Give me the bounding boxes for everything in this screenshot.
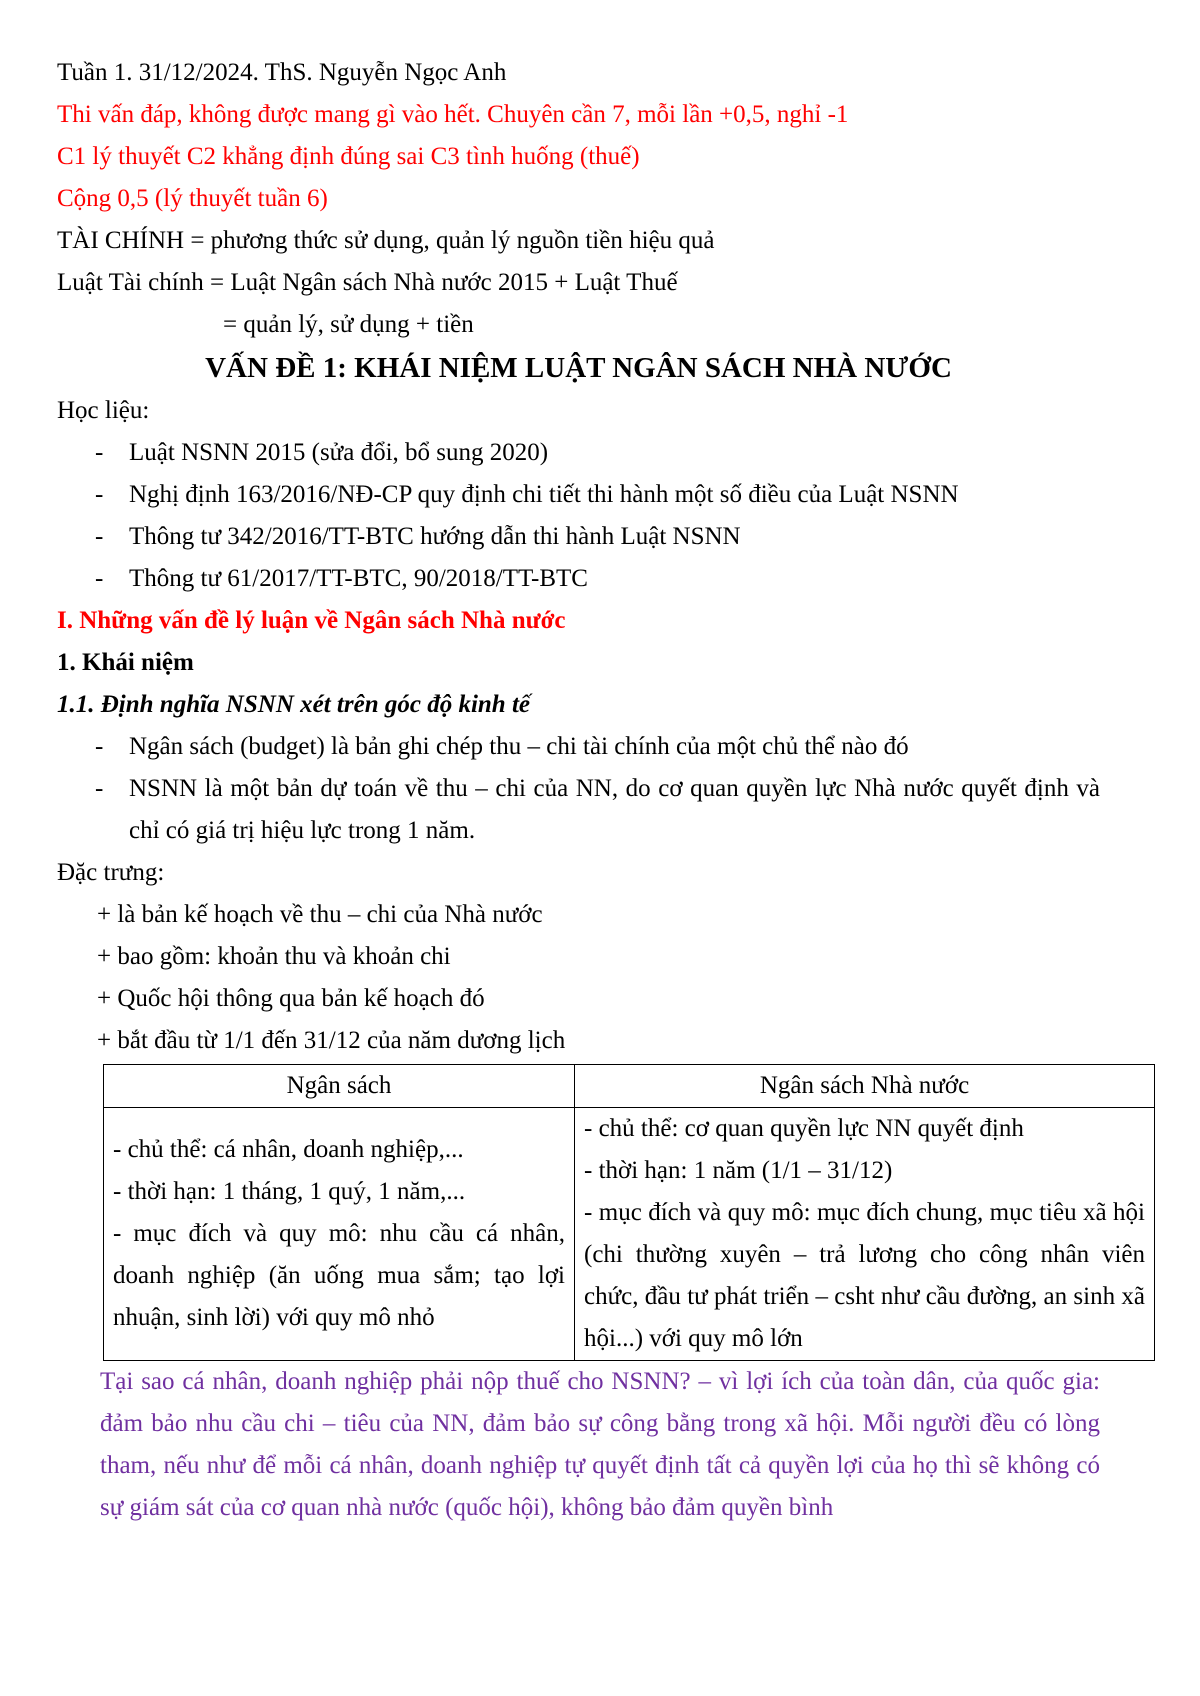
feature-item: + Quốc hội thông qua bản kế hoạch đó (97, 985, 485, 1012)
table-cell-line: - mục đích và quy mô: nhu cầu cá nhân, doanh nghiệp (ăn uống mua sắm; tạo lợi nhuận, sinh lời) với quy mô nhỏ (113, 1220, 565, 1331)
material-item (57, 474, 1100, 516)
table-cell-line: - mục đích và quy mô: mục đích chung, mục tiêu xã hội (chi thường xuyên – trả lương cho công nhân viên chức, đầu tư phát triển – csht như cầu đường, an sinh xã hội...) với quy mô lớn (584, 1199, 1145, 1352)
table-cell-line: - thời hạn: 1 năm (1/1 – 31/12) (584, 1157, 893, 1184)
table-cell-line: - chủ thể: cơ quan quyền lực NN quyết định (584, 1115, 1024, 1142)
feature-item: + là bản kế hoạch về thu – chi của Nhà nước (97, 901, 543, 928)
feature-item: + bắt đầu từ 1/1 đến 31/12 của năm dương lịch (97, 1027, 566, 1054)
dash-marker: - (95, 733, 104, 760)
materials-heading: Học liệu: (57, 397, 150, 424)
finance-law-line: Luật Tài chính = Luật Ngân sách Nhà nước 2015 + Luật Thuế (57, 269, 678, 296)
material-item-text: Luật NSNN 2015 (sửa đổi, bổ sung 2020) (129, 439, 549, 466)
definition-bullet-text: Ngân sách (budget) là bản ghi chép thu – chi tài chính của một chủ thể nào đó (129, 733, 909, 760)
features-heading: Đặc trưng: (57, 859, 165, 886)
finance-definition-line: TÀI CHÍNH = phương thức sử dụng, quản lý nguồn tiền hiệu quả (57, 227, 715, 254)
page-title: VẤN ĐỀ 1: KHÁI NIỆM LUẬT NGÂN SÁCH NHÀ NƯỚC (205, 352, 952, 384)
finance-law-continuation: = quản lý, sử dụng + tiền (223, 311, 474, 338)
table-header-cell: Ngân sách Nhà nước (575, 1065, 1155, 1108)
week-info-line: Tuần 1. 31/12/2024. ThS. Nguyễn Ngọc Anh (57, 59, 507, 86)
definition-bullet (57, 726, 1100, 768)
dash-marker: - (95, 439, 104, 466)
material-item-text: Thông tư 61/2017/TT-BTC, 90/2018/TT-BTC (129, 565, 588, 592)
dash-marker: - (95, 523, 104, 550)
feature-item: + bao gồm: khoản thu và khoản chi (97, 943, 451, 970)
subsection-heading: 1. Khái niệm (57, 649, 194, 676)
comparison-table (103, 1064, 1155, 1361)
bonus-line: Cộng 0,5 (lý thuyết tuần 6) (57, 185, 328, 212)
section-heading: I. Những vấn đề lý luận về Ngân sách Nhà nước (57, 607, 566, 634)
material-item (57, 558, 1100, 600)
definition-bullet (57, 768, 1100, 852)
exam-rule-line: Thi vấn đáp, không được mang gì vào hết. Chuyên cần 7, mỗi lần +0,5, nghỉ -1 (57, 101, 849, 128)
dash-marker: - (95, 775, 104, 802)
dash-marker: - (95, 565, 104, 592)
material-item (57, 432, 1100, 474)
material-item (57, 516, 1100, 558)
table-cell-budget (104, 1108, 575, 1361)
table-header-cell: Ngân sách (104, 1065, 575, 1108)
exam-structure-line: C1 lý thuyết C2 khẳng định đúng sai C3 tình huống (thuế) (57, 143, 640, 170)
dash-marker: - (95, 481, 104, 508)
material-item-text: Thông tư 342/2016/TT-BTC hướng dẫn thi hành Luật NSNN (129, 523, 741, 550)
table-cell-state-budget (575, 1108, 1155, 1361)
table-row (104, 1108, 1155, 1361)
table-cell-line: - thời hạn: 1 tháng, 1 quý, 1 năm,... (113, 1178, 466, 1205)
table-cell-line: - chủ thể: cá nhân, doanh nghiệp,... (113, 1136, 464, 1163)
subsubsection-heading: 1.1. Định nghĩa NSNN xét trên góc độ kinh tế (57, 691, 530, 718)
table-header-row (104, 1065, 1155, 1108)
definition-bullet-text: NSNN là một bản dự toán về thu – chi của NN, do cơ quan quyền lực Nhà nước quyết định và chỉ có giá trị hiệu lực trong 1 năm. (129, 775, 1100, 844)
tax-reason-paragraph: Tại sao cá nhân, doanh nghiệp phải nộp thuế cho NSNN? – vì lợi ích của toàn dân, của quốc gia: đảm bảo nhu cầu chi – tiêu của NN, đảm bảo sự công bằng trong xã hội. Mỗi người đều có lòng tham, nếu như để mỗi cá nhân, doanh nghiệp tự quyết định tất cả quyền lợi của họ thì sẽ không có sự giám sát của cơ quan nhà nước (quốc hội), không bảo đảm quyền bình (100, 1368, 1100, 1521)
material-item-text: Nghị định 163/2016/NĐ-CP quy định chi tiết thi hành một số điều của Luật NSNN (129, 481, 959, 508)
